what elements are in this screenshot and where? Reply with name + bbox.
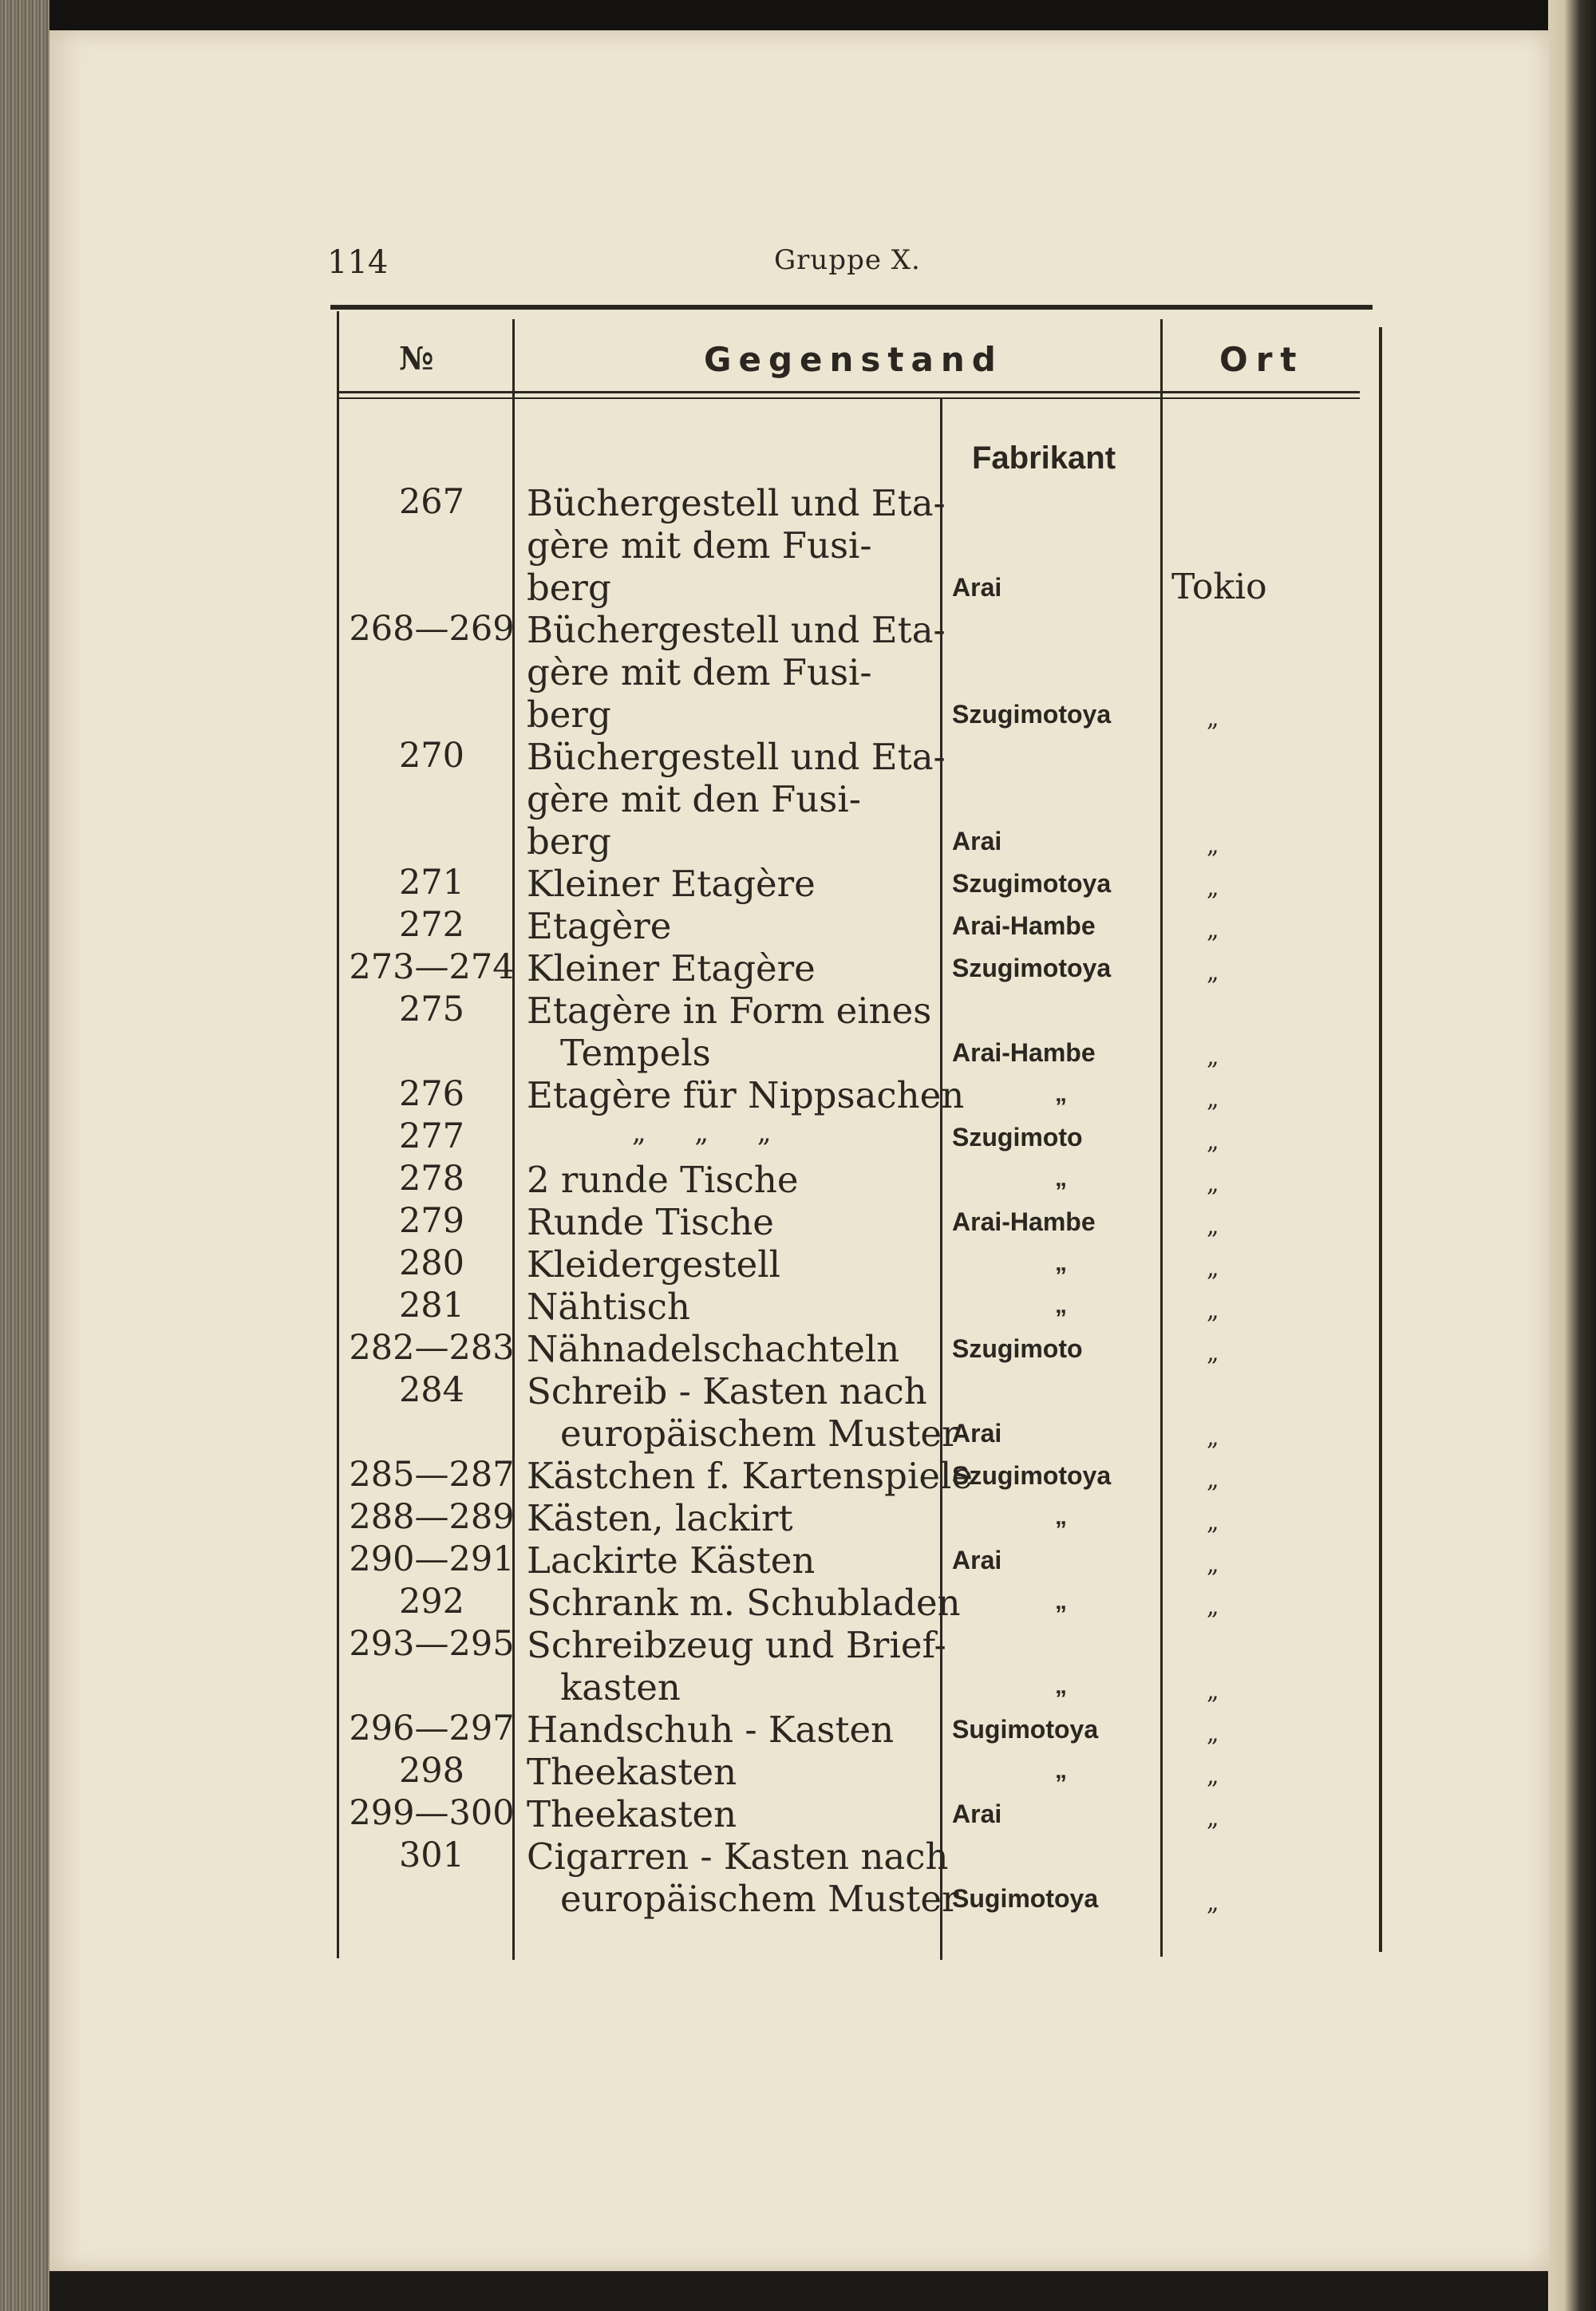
row-place: „ [1207, 705, 1219, 733]
row-maker: „ [1055, 1292, 1067, 1318]
book-top-edge [0, 0, 1596, 30]
group-title: Gruppe X. [774, 244, 921, 276]
row-object-line: europäischem Muster [560, 1412, 959, 1455]
row-number: 282—283 [349, 1328, 515, 1368]
row-place: „ [1207, 1085, 1219, 1113]
row-place: „ [1207, 1170, 1219, 1198]
row-number: 272 [398, 905, 465, 945]
page-stack-edge [0, 0, 49, 2311]
row-number: 278 [398, 1159, 465, 1199]
row-object-line: Theekasten [527, 1751, 737, 1793]
row-place: „ [1207, 874, 1219, 902]
row-object-line: Schrank m. Schubladen [527, 1582, 961, 1624]
row-number: 285—287 [349, 1455, 515, 1495]
row-number: 290—291 [349, 1539, 515, 1579]
row-maker: „ [1055, 1757, 1067, 1784]
row-object-line: Theekasten [527, 1793, 737, 1835]
row-maker: Arai-Hambe [952, 1038, 1096, 1067]
row-place: „ [1207, 916, 1219, 944]
column-header-object: Gegenstand [704, 340, 1003, 379]
row-object-line: Nähtisch [527, 1286, 690, 1328]
row-object-line: Runde Tische [527, 1201, 774, 1243]
row-number: 280 [398, 1243, 465, 1283]
row-object-line: Kästen, lackirt [527, 1497, 793, 1539]
row-maker: Arai [952, 1419, 1002, 1448]
row-object-line: Büchergestell und Eta- [527, 609, 946, 651]
row-object-line: Kleiner Etagère [527, 863, 816, 905]
row-number: 288—289 [349, 1497, 515, 1537]
row-maker: „ [1055, 1080, 1067, 1107]
row-object-line: gère mit den Fusi- [527, 778, 861, 820]
row-object-line: Nähnadelschachteln [527, 1328, 900, 1370]
row-object-line: Büchergestell und Eta- [527, 482, 946, 524]
subheader-maker: Fabrikant [972, 440, 1116, 476]
row-object-line: kasten [560, 1666, 681, 1709]
row-object-line: Cigarren - Kasten nach [527, 1835, 949, 1878]
table-left-border [337, 311, 339, 1958]
column-header-place: Ort [1219, 340, 1305, 379]
header-bottom-rule [338, 391, 1360, 393]
row-object-line: Kleiner Etagère [527, 947, 816, 990]
row-object-line: Etagère für Nippsachen [527, 1074, 965, 1116]
row-place: Tokio [1171, 567, 1267, 607]
row-object-line: berg [527, 567, 611, 609]
row-place: „ [1207, 1889, 1219, 1917]
row-maker: Szugimotoya [952, 700, 1112, 729]
row-object-line: Etagère [527, 905, 672, 947]
row-place: „ [1207, 832, 1219, 859]
row-maker: Arai [952, 573, 1002, 602]
row-maker: Arai-Hambe [952, 911, 1096, 940]
row-number: 299—300 [349, 1793, 515, 1833]
row-object-line: Schreibzeug und Brief- [527, 1624, 946, 1666]
row-place: „ [1207, 958, 1219, 986]
row-place: „ [1207, 1254, 1219, 1282]
row-object-line: gère mit dem Fusi- [527, 651, 872, 693]
row-maker: „ [1055, 1588, 1067, 1614]
row-maker: Szugimoto [952, 1334, 1083, 1363]
row-object-line: Tempels [560, 1032, 711, 1074]
row-object-line: Kästchen f. Kartenspiele [527, 1455, 973, 1497]
book-page [49, 30, 1550, 2271]
row-number: 284 [398, 1370, 465, 1410]
row-number: 273—274 [349, 947, 515, 987]
row-maker: Sugimotoya [952, 1884, 1099, 1913]
row-place: „ [1207, 1593, 1219, 1621]
row-maker: Szugimotoya [952, 1461, 1112, 1490]
row-number: 267 [398, 482, 465, 522]
row-maker: „ [1055, 1673, 1067, 1699]
row-number: 292 [398, 1582, 465, 1622]
row-number: 271 [398, 863, 465, 903]
page-number: 114 [327, 244, 389, 281]
row-number: 281 [398, 1286, 465, 1325]
row-maker: Szugimotoya [952, 869, 1112, 898]
row-maker: „ [1055, 1503, 1067, 1530]
row-number: 277 [398, 1116, 465, 1156]
row-maker: Szugimoto [952, 1123, 1083, 1152]
row-object-line: gère mit dem Fusi- [527, 524, 872, 567]
row-place: „ [1207, 1508, 1219, 1536]
row-number: 276 [398, 1074, 465, 1114]
column-header-number: № [399, 340, 434, 377]
row-place: „ [1207, 1720, 1219, 1748]
row-object-line: berg [527, 693, 611, 736]
table-right-border [1379, 327, 1382, 1952]
row-place: „ [1207, 1128, 1219, 1156]
row-object-line: Handschuh - Kasten [527, 1709, 895, 1751]
row-object-line: Kleidergestell [527, 1243, 781, 1286]
row-maker: „ [1055, 1250, 1067, 1276]
row-number: 279 [398, 1201, 465, 1241]
row-number: 268—269 [349, 609, 515, 649]
row-maker: Arai-Hambe [952, 1207, 1096, 1236]
row-number: 298 [398, 1751, 465, 1791]
book-cover-edge [1548, 0, 1596, 2311]
row-object-line: berg [527, 820, 611, 863]
row-place: „ [1207, 1551, 1219, 1578]
row-place: „ [1207, 1297, 1219, 1325]
row-number: 270 [398, 736, 465, 776]
row-object-line: Schreib - Kasten nach [527, 1370, 927, 1412]
row-place: „ [1207, 1424, 1219, 1452]
row-place: „ [1207, 1677, 1219, 1705]
row-place: „ [1207, 1762, 1219, 1790]
table-top-rule [330, 305, 1373, 310]
header-bottom-rule-2 [338, 397, 1360, 399]
row-object-line: Lackirte Kästen [527, 1539, 816, 1582]
row-place: „ [1207, 1804, 1219, 1832]
row-object-line: 2 runde Tische [527, 1159, 799, 1201]
row-number: 296—297 [349, 1709, 515, 1748]
row-maker: Szugimotoya [952, 954, 1112, 982]
row-number: 293—295 [349, 1624, 515, 1664]
row-object-line: „ „ „ [632, 1116, 772, 1148]
row-maker: Arai [952, 827, 1002, 855]
row-place: „ [1207, 1212, 1219, 1240]
row-place: „ [1207, 1043, 1219, 1071]
column-divider-maker [1160, 319, 1163, 1957]
row-maker: Arai [952, 1546, 1002, 1574]
row-number: 301 [398, 1835, 465, 1875]
row-maker: „ [1055, 1165, 1067, 1191]
row-maker: Sugimotoya [952, 1715, 1099, 1744]
row-place: „ [1207, 1339, 1219, 1367]
row-place: „ [1207, 1466, 1219, 1494]
row-maker: Arai [952, 1799, 1002, 1828]
row-object-line: Etagère in Form eines [527, 990, 932, 1032]
row-object-line: europäischem Muster [560, 1878, 959, 1920]
row-number: 275 [398, 990, 465, 1029]
row-object-line: Büchergestell und Eta- [527, 736, 946, 778]
